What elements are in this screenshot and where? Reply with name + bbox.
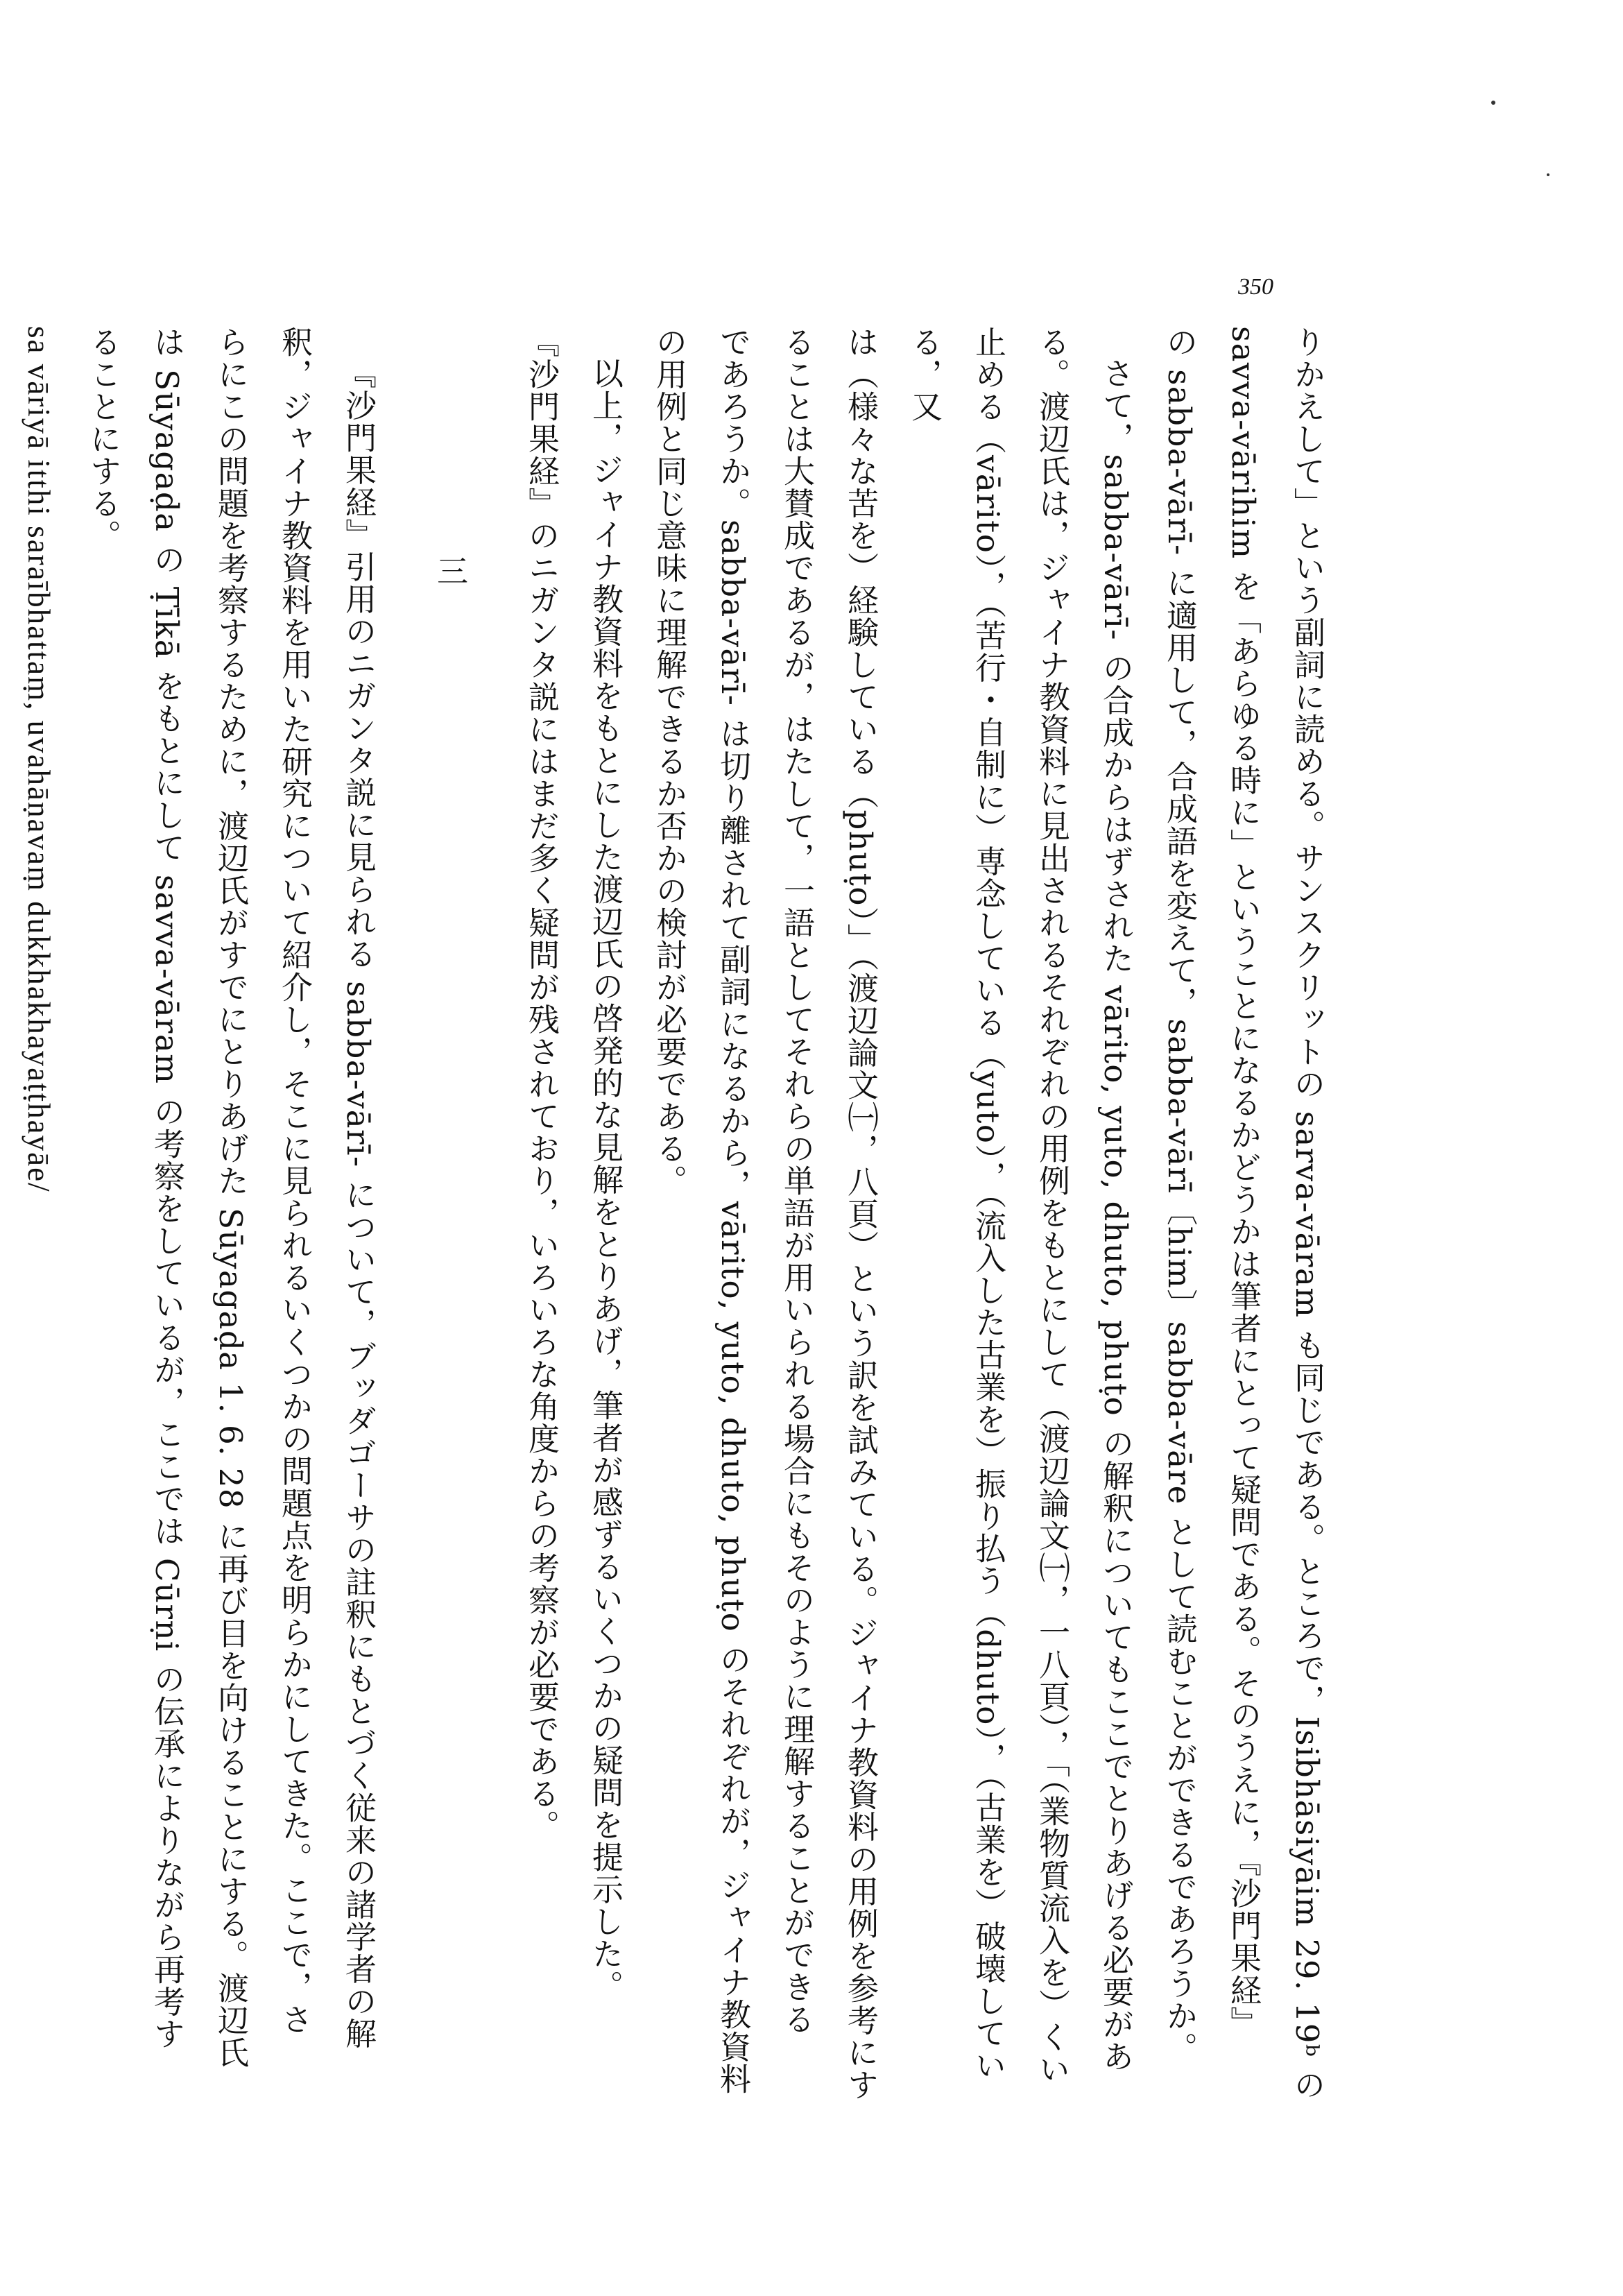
text-line: の用例と同じ意味に理解できるか否かの検討が必要である。 (651, 326, 687, 1197)
section-heading: 三 (431, 555, 468, 586)
text-line: の sabba-vārī- に適用して，合成語を変えて，sabba-vārī〔him〕sabba-vāre として読むことができるであろうか。 (1161, 326, 1198, 2065)
scan-speck (1547, 173, 1549, 176)
quoted-verse: sa vāriyā itthi saraībhattaṃ, uvahāṇavaṃ dukkhakhayaṭṭhayāe/ (22, 326, 56, 1193)
text-line: であろうか。sabba-vārī- は切り離されて副詞になるから，vārito, yuto, dhuto, phuṭo のそれぞれが，ジャイナ教資料 (714, 326, 751, 2096)
text-line: 釈，ジャイナ教資料を用いた研究について紹介し，そこに見られるいくつかの問題点を明らかにしてきた。ここで，さ (276, 326, 313, 2036)
body-text (7, 326, 1339, 2102)
text-line: 『沙門果経』のニガンタ説にはまだ多く疑問が残されており，いろいろな角度からの考察が必要である。 (523, 326, 560, 1842)
text-line: は（様々な苦を）経験している（phuṭo）」（渡辺論文㈠，八頁）という訳を試みている。ジャイナ教資料の用例を参考にす (842, 326, 879, 2101)
scan-speck (1491, 101, 1495, 105)
text-line: は Sūyagaḍa の Ṭīkā をもとにして savva-vāram の考察をしているが，ここでは Cūrṇi の伝承によりながら再考す (148, 326, 185, 2050)
text-line: savva-vārihim を「あらゆる時に」ということになるかどうかは筆者にとって疑問である。そのうえに，『沙門果経』 (1225, 326, 1262, 2039)
text-line: さて，sabba-vārī- の合成からはずされた vārito, yuto, dhuto, phuṭo の解釈についてもここでとりあげる必要があ (1097, 357, 1134, 2073)
text-line: 以上，ジャイナ教資料をもとにした渡辺氏の啓発的な見解をとりあげ，筆者が感ずるいくつかの疑問を提示した。 (587, 357, 624, 2003)
text-line: りかえして」という副詞に読める。サンスクリットの sarva-vāram も同じである。ところで，Isibhāsiyāim 29. 19ᵇ の (1289, 326, 1325, 2101)
page-number: 350 (1238, 274, 1273, 300)
text-line: る。渡辺氏は，ジャイナ教資料に見出されるそれぞれの用例をもとにして（渡辺論文㈠，一八頁），「（業物質流入を）くい (1033, 326, 1070, 2086)
text-line: らにこの問題を考察するために，渡辺氏がすでにとりあげた Sūyagaḍa 1. 6. 28 に再び目を向けることにする。渡辺氏 (212, 326, 249, 2069)
text-line: ることにする。 (85, 326, 121, 552)
text-line: 『沙門果経』引用のニガンタ説に見られる sabba-vārī- について，ブッダゴーサの註釈にもとづく従来の諸学者の解 (340, 357, 377, 2050)
text-line: 止める（vārito），（苦行・自制に）専念している（yuto），（流入した古業を）振り払う（dhuto），（古業を）破壊している，又 (906, 326, 1006, 2082)
text-line: ることは大賛成であるが，はたして，一語としてそれらの単語が用いられる場合にもそのように理解することができる (778, 326, 815, 2036)
